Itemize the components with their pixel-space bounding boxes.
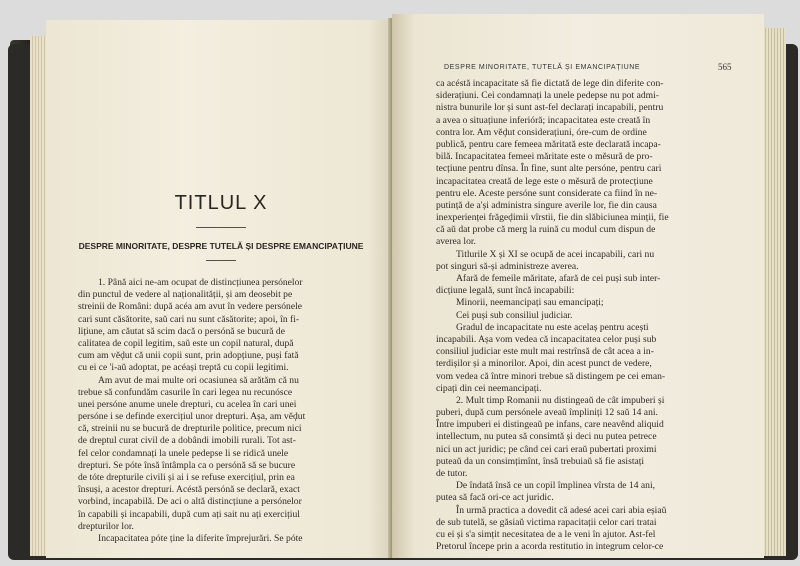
text-line: Cei puși sub consiliul judiciar. bbox=[456, 309, 573, 321]
text-line: pot singuri să-și administreze averea. bbox=[436, 260, 579, 272]
text-line: consiliul judiciar este mult mai restrînsă de cât acea a in- bbox=[436, 346, 654, 358]
text-line: însuși, a acestor drepturi. Acéstă persónă se declară, exact bbox=[78, 484, 300, 496]
text-line: în capabili și incapabili, după cum ați sait nu ați exercițiul bbox=[78, 508, 300, 520]
text-line: dicțiune legală, sunt încă incapabili: bbox=[436, 285, 575, 297]
text-line: terdișilor și a minorilor. Apoi, din acest punct de vedere, bbox=[436, 358, 652, 370]
text-line: Gradul de incapacitate nu este acelaș pentru acești bbox=[456, 321, 649, 333]
chapter-subtitle: DESPRE MINORITATE, DESPRE TUTELĂ ȘI DESPRE EMANCIPAȚIUNE bbox=[78, 241, 364, 251]
text-line: siderațiuni. Cei condamnați la unele pedepse nu pot admi- bbox=[436, 90, 659, 102]
text-line: fel celor condamnați la unele pedepse li se ridică unele bbox=[78, 447, 289, 459]
text-line: puteaŭ da un consimțimînt, însă trebuiaŭ să fie asistați bbox=[436, 455, 645, 467]
text-line: că aŭ dat probe că merg la ruină cu modul cum dispun de bbox=[436, 224, 656, 236]
text-line: incapacitatea creată de lege este o mĕsură de protecțiune bbox=[436, 175, 653, 187]
text-line: trebue să confundăm casurile în cari legea nu recunósce bbox=[78, 386, 293, 398]
text-line: Minorii, neemancipați sau emancipați; bbox=[456, 297, 604, 309]
text-line: putință de a'și administra singure averile lor, fie din causa bbox=[436, 199, 657, 211]
text-line: ca acéstă incapacitate să fie dictată de lege din diferite con- bbox=[436, 78, 664, 89]
text-line: de tutor. bbox=[436, 468, 468, 479]
text-line: de dreptul curat civil de a dobândi imobili rurali. Tot ast- bbox=[78, 435, 296, 447]
running-head: DESPRE MINORITATE, TUTELĂ ȘI EMANCIPAȚIUNE bbox=[444, 64, 641, 71]
text-line: puberi, după cum persónele aveaŭ împliniți 12 saŭ 14 ani. bbox=[436, 407, 658, 419]
right-page bbox=[392, 14, 764, 558]
text-line: Între impuberi ei distingeaŭ pe infans, care neavênd aliquid bbox=[436, 419, 664, 431]
text-line: De îndată însă ce un copil împlinea vîrsta de 14 ani, bbox=[456, 480, 656, 492]
text-line: 1. Până aici ne-am ocupat de distincțiunea persónelor bbox=[98, 277, 303, 288]
text-line: 2. Mult timp Romanii nu distingeaŭ de cât impuberi și bbox=[456, 394, 665, 406]
text-line: de sub tutelă, se găsiaŭ victima rapacitații celor cari tratai bbox=[436, 516, 657, 528]
text-line: intellectum, nu putea să consimtă și deci nu putea petrece bbox=[436, 431, 657, 443]
text-line: averea lor. bbox=[436, 236, 476, 248]
text-line: nici un act juridic; pe când cei cari eraŭ pubertati proximi bbox=[436, 443, 657, 455]
text-line: streinii de Români: după acéa am avut în vedere persónele bbox=[78, 301, 303, 313]
text-line: de tóte drepturile civili și ai i se refuse exercițiul, prin ea bbox=[78, 472, 295, 483]
text-line: vom vedea că între minori trebue să distingem pe cei eman- bbox=[436, 370, 666, 382]
text-line: din punctul de vedere al naționalității, și am deosebit pe bbox=[78, 289, 293, 301]
text-line: Afară de femeile măritate, afară de cei puși sub inter- bbox=[456, 273, 661, 284]
text-line: pentru ele. Aceste persóne sunt considerate ca fiind în ne- bbox=[436, 187, 658, 199]
subtitle-rule bbox=[206, 260, 236, 261]
text-line: Incapacitatea póte ține la diferite împrejurări. Se póte bbox=[98, 532, 303, 544]
text-line: drepturilor lor. bbox=[78, 520, 134, 532]
text-line: drepturi. Se póte însă întâmpla ca o persónă să se bucure bbox=[78, 459, 296, 471]
text-line: bilă. Incapacitatea femeei măritate este o mĕsură de pro- bbox=[436, 151, 653, 163]
text-line: contra lor. Am vĕḑut considerațiuni, óre-cum de ordine bbox=[436, 126, 647, 138]
right-page-text bbox=[436, 78, 752, 553]
text-line: Pretorul începe prin a acorda restitutio in integrum celor-ce bbox=[436, 541, 664, 553]
text-line: În urmă practica a dovedit că adesé acei cari abia eșiaŭ bbox=[456, 504, 667, 516]
page-number: 565 bbox=[718, 62, 732, 72]
text-line: cari sunt căsătorite, saŭ cari nu sunt căsătorite; apoi, în fi- bbox=[78, 313, 300, 325]
title-rule bbox=[196, 227, 246, 228]
text-line: putea să facă ori-ce act juridic. bbox=[436, 492, 554, 504]
text-line: Am avut de mai multe ori ocasiunea să arătăm că nu bbox=[98, 374, 299, 386]
text-line: cum am vĕḑut că unii copii sunt, prin adopțiune, puși fată bbox=[78, 350, 299, 362]
left-page-text bbox=[78, 277, 384, 545]
text-line: unei persóne anume unele drepturi, cu acelea în cari unei bbox=[78, 398, 297, 410]
text-line: a avea o situațiune inferióră; incapacitatea este creată în bbox=[436, 114, 651, 126]
text-line: publică, pentru care femeea măritată este declarată incapa- bbox=[436, 138, 661, 150]
text-line: cu ei ce 'i-aŭ adoptat, pe acéași treptă cu copii legitimi. bbox=[78, 362, 289, 374]
text-line: că, streinii nu se bucură de drepturile politice, precum nici bbox=[78, 423, 302, 435]
text-line: incapabili. Așa vom vedea că incapacitatea celor puși sub bbox=[436, 333, 657, 345]
text-line: cipați din cei neemancipați. bbox=[436, 382, 542, 394]
text-line: persóne i se definde exercițiul unor drepturi. Așa, am vĕḑut bbox=[78, 411, 306, 423]
text-line: calitatea de copil legitim, saŭ este un copil natural, după bbox=[78, 337, 294, 349]
text-line: tecțiune pentru dînsa. În fine, sunt alte persóne, pentru cari bbox=[436, 163, 662, 175]
text-line: vorbind, incapabilă. De aci o altă distincțiune a persónelor bbox=[78, 496, 302, 508]
text-line: cu ei și s'a simțit necesitatea de a le veni în ajutor. Ast-fel bbox=[436, 528, 656, 540]
text-line: nistra bunurile lor și sunt ast-fel declarați incapabili, pentru bbox=[436, 102, 664, 114]
text-line: Titlurile X și XI se ocupă de acei incapabili, cari nu bbox=[456, 248, 655, 260]
text-line: lițiune, am căutat să scim dacă o persónă se bucură de bbox=[78, 325, 285, 337]
text-line: inexperienței frăgeḑimii vîrstii, fie din slăbiciunea minții, fie bbox=[436, 212, 669, 224]
chapter-title: TITLUL X bbox=[174, 192, 268, 214]
left-page bbox=[46, 20, 396, 558]
